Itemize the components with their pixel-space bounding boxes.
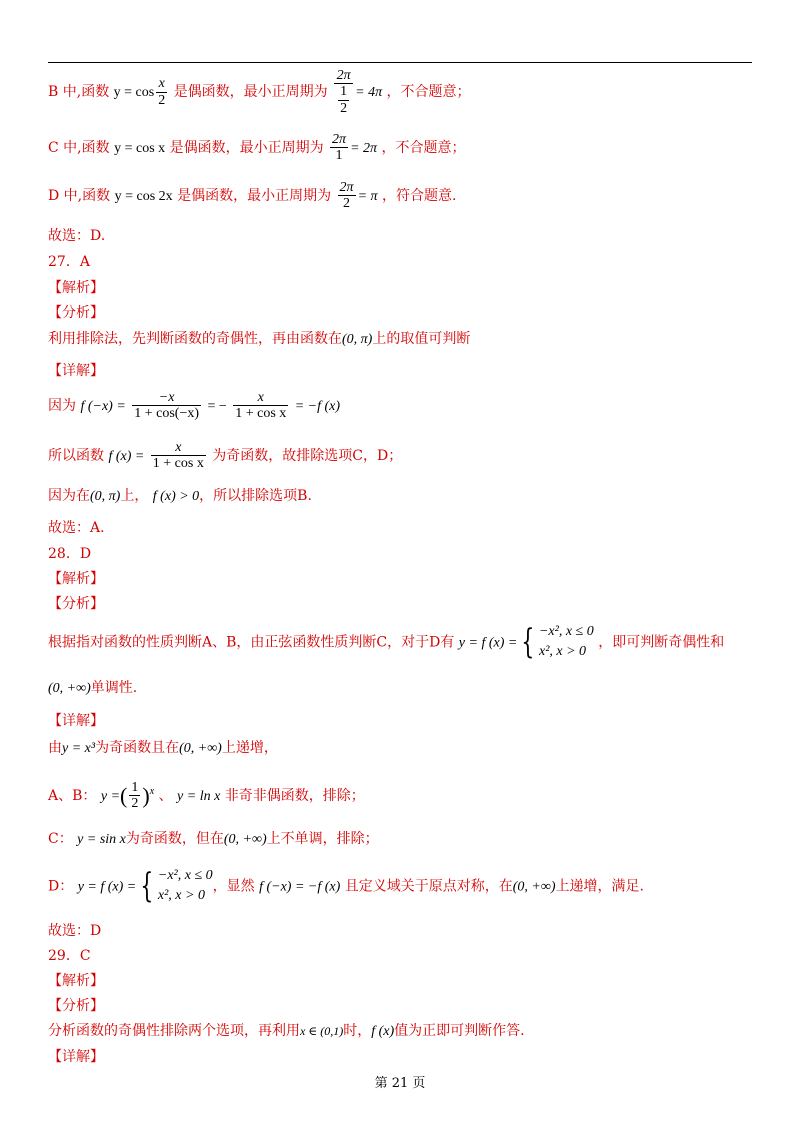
paren: ) (142, 782, 150, 808)
answer-27: 故选：A. (48, 520, 105, 536)
answer-28: 故选：D (48, 923, 102, 939)
text: 所以函数 (48, 447, 104, 464)
you-line (48, 741, 278, 756)
math: (0, +∞) (223, 832, 267, 847)
analysis-29 (48, 1024, 525, 1039)
math: y = cos 2x (114, 188, 173, 204)
d28-line (48, 866, 644, 907)
text: 为奇函数且在 (95, 740, 180, 756)
text: B 中,函数 (48, 84, 110, 101)
text: ，不合题意； (386, 84, 471, 101)
math: y = f (x) = (77, 879, 137, 895)
analysis-28 (48, 622, 724, 663)
math: = 2π (350, 140, 378, 156)
xiangjie-27: 【详解】 (48, 363, 104, 379)
math: = 4π (355, 85, 383, 101)
text: 为奇函数，故排除选项C，D； (212, 447, 403, 464)
because-line (48, 390, 340, 422)
fenxi-29: 【分析】 (48, 998, 104, 1014)
frac-den: 1 + cos x (152, 456, 204, 472)
text: 分析函数的奇偶性排除两个选项，再利用 (48, 1023, 300, 1039)
c28-line (48, 832, 379, 847)
piecewise (158, 866, 213, 907)
text: 上递增，满足. (555, 878, 644, 895)
fraction (338, 180, 356, 212)
math: (0, +∞) (48, 681, 91, 696)
text: C 中,函数 (48, 139, 110, 156)
text: 、 (158, 787, 173, 804)
text: 单调性. (90, 680, 138, 696)
text: C： (48, 831, 73, 847)
text: ，符合题意. (381, 187, 457, 204)
frac-num: 2π (339, 180, 354, 195)
math: x ∈ (0,1) (300, 1024, 344, 1038)
text: 利用排除法，先判断函数的奇偶性，再由函数在 (48, 331, 342, 347)
fraction (156, 76, 167, 108)
paren: ( (120, 782, 128, 808)
text: A、B： (48, 787, 97, 804)
text: 非奇非偶函数，排除； (224, 787, 365, 804)
math: (0, +∞) (512, 879, 556, 895)
text: 且定义域关于原点对称，在 (344, 878, 513, 895)
fenxi-27: 【分析】 (48, 305, 104, 321)
math: y = sin x (77, 832, 126, 847)
text: 上不单调，排除； (266, 831, 379, 847)
option-b-line (48, 68, 471, 116)
math: y = f (x) = (458, 635, 518, 651)
header-rule (48, 62, 752, 63)
frac-num: x (233, 390, 288, 406)
fraction (233, 390, 288, 422)
math: (0, π) (90, 489, 121, 504)
text: 时， (343, 1023, 372, 1039)
period-fraction (334, 68, 353, 116)
math: y = ln x (177, 788, 221, 804)
fraction (129, 780, 140, 812)
math: f (−x) = −f (x) (259, 879, 341, 895)
inint-line (48, 489, 312, 504)
option-c-line (48, 132, 465, 164)
frac-num: 1 (131, 780, 139, 795)
question-28-heading: 28．D (48, 546, 92, 562)
case-2: x², x > 0 (538, 644, 587, 660)
math: (0, +∞) (179, 741, 222, 756)
option-d-line (48, 180, 456, 212)
page-number: 第 21 页 (374, 1076, 426, 1091)
text: 由 (48, 740, 62, 756)
math: = π (357, 188, 378, 204)
frac-den: 1 + cos(−x) (134, 406, 200, 422)
so-line (48, 440, 402, 472)
math: y = cos x (114, 140, 166, 156)
jiexi-27: 【解析】 (48, 280, 104, 296)
frac-den: 2 (343, 196, 351, 212)
frac-num: x (156, 76, 167, 92)
math: f (x) > 0 (152, 489, 200, 504)
xiangjie-28: 【详解】 (48, 713, 104, 729)
text: D： (48, 878, 74, 895)
math: f (x) (371, 1024, 395, 1039)
text: 因为 (48, 397, 76, 414)
text: 是偶函数，最小正周期为 (177, 187, 332, 204)
text: 值为正即可判断作答. (394, 1023, 525, 1039)
text: 是偶函数，最小正周期为 (169, 139, 324, 156)
text: ，不合题意； (381, 139, 466, 156)
jiexi-28: 【解析】 (48, 571, 104, 587)
frac-num: −x (132, 390, 201, 406)
frac-den: 2 (131, 796, 139, 812)
frac-den: 2 (158, 92, 166, 108)
text: 上的取值可判断 (372, 331, 471, 347)
math: (0, π) (342, 332, 373, 347)
text: 是偶函数，最小正周期为 (173, 84, 328, 101)
text: 上递增， (221, 740, 278, 756)
math: f (x) = (108, 448, 145, 464)
case-1: −x², x ≤ 0 (157, 868, 213, 883)
brace: { (140, 866, 154, 907)
fraction (151, 440, 206, 472)
math: y = x³ (62, 741, 96, 756)
question-27-heading: 27．A (48, 254, 90, 270)
frac-den: 2 (340, 100, 348, 116)
frac-num: x (151, 440, 206, 456)
math: y = cos (113, 85, 155, 101)
text: 根据指对函数的性质判断A、B，由正弦函数性质判断C，对于D有 (48, 634, 455, 651)
case-1: −x², x ≤ 0 (538, 624, 594, 639)
math: = −f (x) (294, 398, 341, 414)
text: 上， (120, 488, 149, 504)
math: = − (207, 398, 227, 414)
case-2: x², x > 0 (157, 888, 205, 904)
fraction (330, 132, 348, 164)
question-29-heading: 29．C (48, 948, 91, 964)
xiangjie-29: 【详解】 (48, 1049, 104, 1065)
fenxi-28: 【分析】 (48, 596, 104, 612)
exponent: x (149, 786, 155, 798)
frac-num: 1 (340, 84, 348, 100)
frac-den: 1 + cos x (235, 406, 287, 422)
ab-line (48, 780, 365, 812)
inner-fraction (336, 84, 351, 116)
text: ，即可判断奇偶性和 (598, 634, 725, 651)
text: 因为在 (48, 488, 90, 504)
fraction (132, 390, 201, 422)
text: ，所以排除选项B. (199, 488, 312, 504)
frac-num: 2π (334, 68, 353, 84)
math: y = (100, 788, 121, 804)
frac-den: 1 (335, 148, 343, 164)
analysis-28-line2 (48, 681, 137, 696)
answer-26: 故选：D. (48, 228, 106, 244)
frac-num: 2π (332, 132, 347, 147)
jiexi-29: 【解析】 (48, 973, 104, 989)
piecewise (539, 622, 594, 663)
math: f (−x) = (80, 398, 126, 414)
brace: { (521, 622, 535, 663)
text: 为奇函数，但在 (125, 831, 224, 847)
text: ，显然 (212, 878, 255, 895)
text: D 中,函数 (48, 187, 111, 204)
analysis-27 (48, 332, 470, 347)
